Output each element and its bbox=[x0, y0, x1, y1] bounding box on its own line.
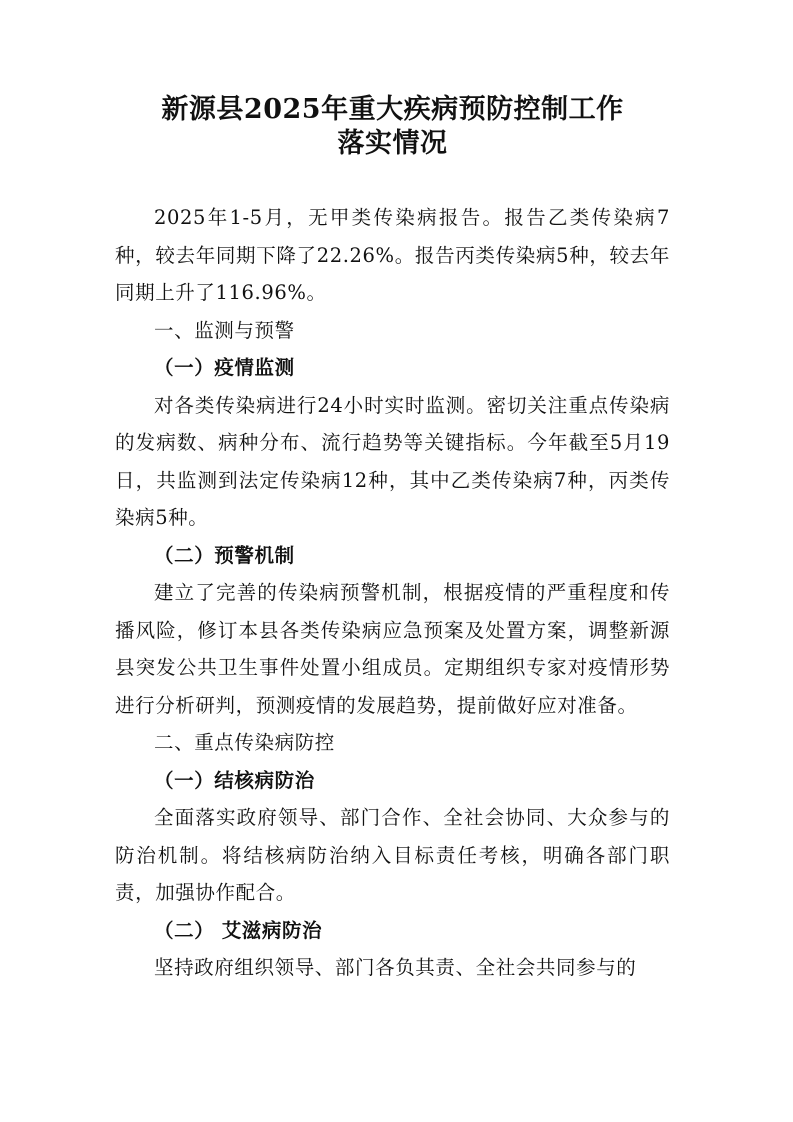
section1-sub2-heading: （二）预警机制 bbox=[154, 543, 295, 567]
section2-sub1-paragraph: 全面落实政府领导、部门合作、全社会协同、大众参与的防治机制。将结核病防治纳入目标责任考核，明确各部门职责，加强协作配合。 bbox=[115, 806, 670, 904]
document-title-line2: 落实情况 bbox=[337, 128, 448, 159]
intro-paragraph: 2025年1-5月，无甲类传染病报告。报告乙类传染病7种，较去年同期下降了22.26%。报告丙类传染病5种，较去年同期上升了116.96%。 bbox=[115, 206, 670, 304]
document-title-line1: 新源县2025年重大疾病预防控制工作 bbox=[161, 94, 624, 125]
section2-sub1-heading: （一）结核病防治 bbox=[154, 768, 315, 792]
section1-heading: 一、监测与预警 bbox=[154, 318, 295, 342]
section2-sub2-heading: （二） 艾滋病防治 bbox=[154, 918, 323, 942]
section1-sub1-heading: （一）疫情监测 bbox=[154, 356, 295, 379]
section1-sub2-paragraph: 建立了完善的传染病预警机制，根据疫情的严重程度和传播风险，修订本县各类传染病应急预案及处置方案，调整新源县突发公共卫生事件处置小组成员。定期组织专家对疫情形势进行分析研判，预测疫情的发展趋势，提前做好应对准备。 bbox=[115, 581, 670, 717]
section1-sub1-paragraph: 对各类传染病进行24小时实时监测。密切关注重点传染病的发病数、病种分布、流行趋势等关键指标。今年截至5月19日，共监测到法定传染病12种，其中乙类传染病7种，丙类传染病5种。 bbox=[115, 393, 670, 529]
section2-heading: 二、重点传染病防控 bbox=[154, 731, 335, 754]
document-title bbox=[115, 93, 670, 161]
section2-sub2-paragraph: 坚持政府组织领导、部门各负其责、全社会共同参与的 bbox=[154, 956, 637, 979]
